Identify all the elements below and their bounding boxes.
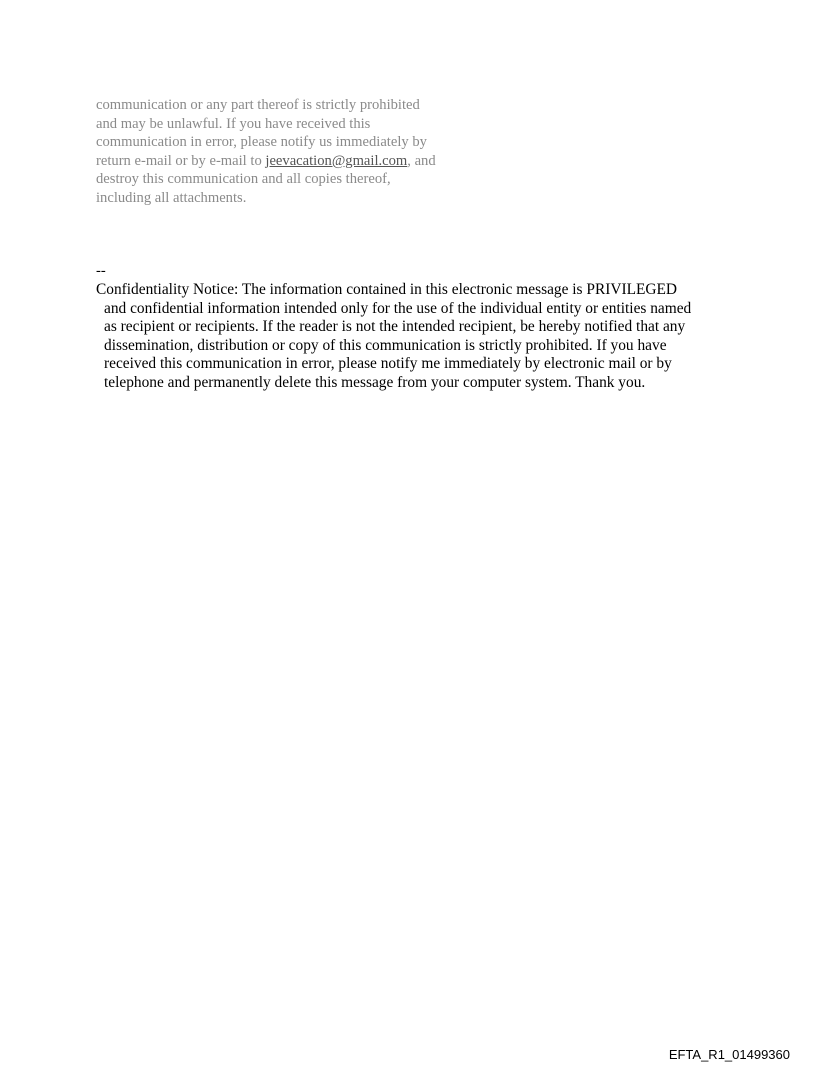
line-suffix: , and: [407, 152, 436, 169]
notice-line: as recipient or recipients. If the reader is not the intended recipient, be hereby notified that any: [104, 318, 686, 336]
notice-line: Confidentiality Notice: The information contained in this electronic message is PRIVILEGED: [96, 281, 678, 298]
notice-line: and confidential information intended only for the use of the individual entity or entities named: [104, 299, 692, 317]
quoted-disclaimer-line-with-email: [96, 152, 476, 171]
quoted-disclaimer-line: including all attachments.: [96, 189, 247, 206]
confidentiality-notice: [96, 281, 736, 393]
quoted-disclaimer-line: communication in error, please notify us immediately by: [96, 134, 427, 151]
quoted-disclaimer: [96, 96, 476, 208]
notice-line: received this communication in error, please notify me immediately by electronic mail or by: [104, 355, 672, 373]
email-link[interactable]: jeevacation@gmail.com: [265, 152, 408, 169]
notice-line: dissemination, distribution or copy of this communication is strictly prohibited. If you have: [104, 336, 667, 354]
signature-separator: --: [96, 263, 106, 279]
quoted-disclaimer-line: communication or any part thereof is strictly prohibited: [96, 97, 420, 113]
line-prefix: return e-mail or by e-mail to: [96, 152, 266, 169]
document-id: EFTA_R1_01499360: [668, 1047, 790, 1062]
quoted-disclaimer-line: and may be unlawful. If you have received this: [96, 115, 371, 132]
notice-line: telephone and permanently delete this message from your computer system. Thank you.: [104, 373, 646, 391]
quoted-disclaimer-line: destroy this communication and all copies thereof,: [96, 171, 391, 188]
